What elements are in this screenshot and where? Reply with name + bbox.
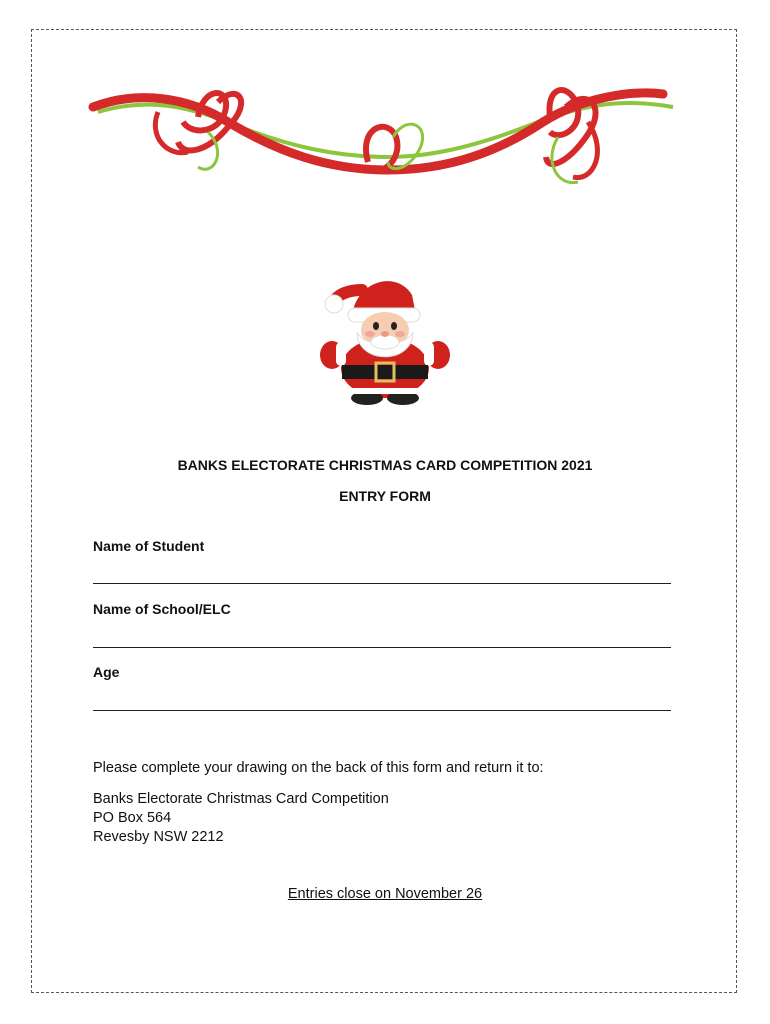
closing-date-text: Entries close on November 26 [287,886,483,902]
school-name-line[interactable] [93,647,671,648]
student-name-line[interactable] [93,583,671,584]
instructions-text: Please complete your drawing on the back of this form and return it to: [93,760,544,776]
school-name-label: Name of School/ELC [93,601,231,617]
age-label: Age [93,664,120,680]
santa-claus-image [312,270,458,408]
address-line-po-box: PO Box 564 [93,810,172,826]
student-name-label: Name of Student [93,538,205,554]
ribbon-garland-image [88,82,680,197]
document-subtitle: ENTRY FORM [339,488,431,504]
closing-date-notice [0,886,770,902]
mailing-address [93,790,389,847]
address-line-organisation: Banks Electorate Christmas Card Competition [93,791,389,807]
age-line[interactable] [93,710,671,711]
address-line-suburb: Revesby NSW 2212 [93,829,224,845]
document-title: BANKS ELECTORATE CHRISTMAS CARD COMPETITION 2021 [177,457,593,473]
